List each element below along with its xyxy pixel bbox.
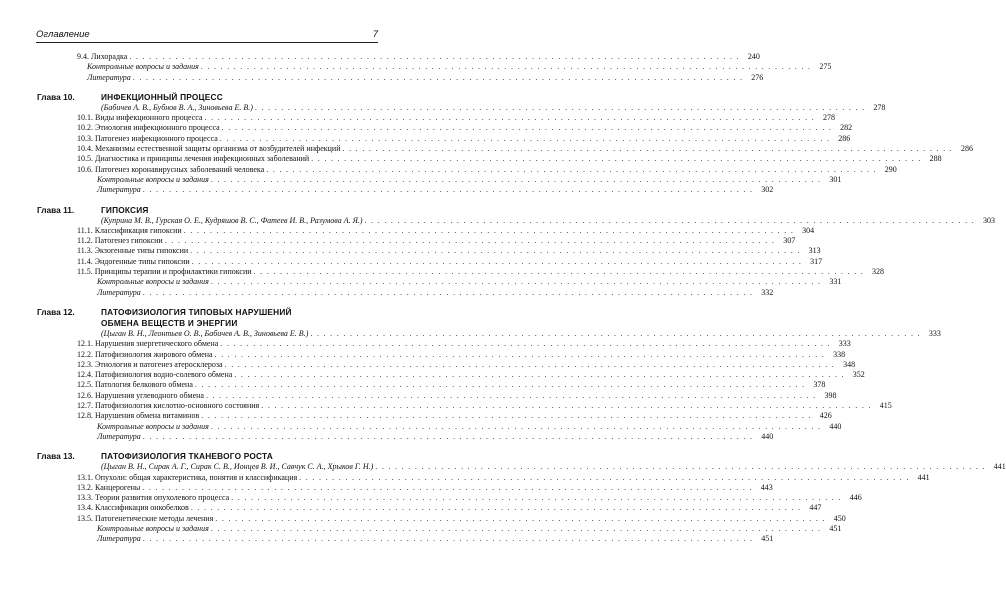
entry-text: Контрольные вопросы и задания — [87, 62, 199, 72]
authors-text: (Бабичев А. В., Бубнов В. А., Зиновьева Е. В.) — [101, 102, 253, 112]
entry-page: 313 — [808, 246, 821, 256]
entry-page: 307 — [783, 236, 796, 246]
entry-page: 450 — [833, 513, 846, 523]
entry-page: 446 — [849, 493, 862, 503]
chapter-title — [101, 307, 370, 329]
chapter-authors — [37, 215, 996, 226]
entry-text: 10.1. Виды инфекционного процесса — [77, 113, 203, 123]
chapter-authors — [37, 102, 886, 113]
entry-page: 276 — [751, 72, 764, 82]
entry-page: 447 — [809, 503, 822, 513]
entry-text: 12.7. Патофизиология кислотно-основного состояния — [77, 401, 260, 411]
authors-page: 333 — [928, 328, 941, 338]
entry-page: 348 — [843, 359, 856, 369]
dot-leader — [218, 339, 833, 349]
dot-leader — [363, 216, 978, 226]
dot-leader — [264, 165, 879, 175]
dot-leader — [141, 432, 756, 442]
chapter-heading — [37, 451, 370, 462]
entry-page: 415 — [879, 401, 892, 411]
dot-leader — [190, 257, 805, 267]
dot-leader — [141, 534, 756, 544]
dot-leader — [188, 246, 803, 256]
authors-text: (Куприна М. В., Гурская О. Е., Кудряшов В. С., Фатеев И. В., Разумова А. Я.) — [101, 215, 363, 225]
questions-entry — [37, 523, 842, 534]
running-header — [36, 28, 378, 43]
section-entry — [37, 349, 846, 360]
dot-leader — [182, 226, 797, 236]
dot-leader — [223, 360, 838, 370]
dot-leader — [252, 267, 867, 277]
dot-leader — [209, 422, 824, 432]
entry-page: 440 — [829, 421, 842, 431]
dot-leader — [213, 514, 828, 524]
dot-leader — [309, 154, 924, 164]
dot-leader — [308, 329, 923, 339]
section-entry — [37, 359, 856, 370]
entry-text: 10.2. Этиология инфекционного процесса — [77, 123, 220, 133]
entry-page: 302 — [761, 185, 774, 195]
entry-text: 11.2. Патогенез гипоксии — [77, 236, 163, 246]
entry-text: Литература — [97, 534, 141, 544]
entry-text: 11.1. Классификация гипоксии — [77, 225, 182, 235]
entry-text: 13.4. Классификация онкобелков — [77, 503, 189, 513]
dot-leader — [193, 380, 808, 390]
section-entry — [37, 503, 822, 513]
section-entry — [37, 164, 897, 175]
section-entry — [37, 133, 851, 144]
dot-leader — [259, 401, 874, 411]
entry-text: 12.6. Нарушения углеводного обмена — [77, 390, 204, 400]
section-entry — [37, 482, 773, 493]
entry-text: 10.6. Патогенез коронавирусных заболеваний человека — [77, 164, 265, 174]
dot-leader — [229, 493, 844, 503]
entry-page: 443 — [760, 482, 773, 492]
entry-page: 378 — [813, 380, 826, 390]
dot-leader — [213, 350, 828, 360]
dot-leader — [373, 462, 988, 472]
literature-entry — [37, 185, 774, 195]
entry-text: 10.5. Диагностика и принципы лечения инфекционных заболеваний — [77, 154, 310, 164]
entry-page: 333 — [838, 339, 851, 349]
section-entry — [37, 236, 796, 246]
section-entry — [37, 472, 930, 483]
entry-page: 240 — [747, 52, 760, 61]
entry-page: 332 — [761, 287, 774, 297]
entry-text: 11.4. Эндогенные типы гипоксии — [77, 256, 190, 266]
authors-page: 441 — [993, 462, 1006, 472]
dot-leader — [232, 370, 847, 380]
entry-page: 301 — [829, 174, 842, 184]
entry-text: 13.1. Опухоли: общая характеристика, понятия и классификация — [77, 472, 298, 482]
chapter-heading — [37, 307, 370, 329]
section-entry — [37, 370, 865, 380]
section-entry — [37, 144, 973, 154]
chapter-title-line: ОБМЕНА ВЕЩЕСТВ И ЭНЕРГИИ — [101, 317, 238, 328]
entry-page: 398 — [824, 390, 837, 400]
dot-leader — [209, 524, 824, 534]
section-entry — [37, 380, 826, 390]
chapter-title-line: ПАТОФИЗИОЛОГИЯ ТИПОВЫХ НАРУШЕНИЙ — [101, 306, 292, 317]
entry-text: 10.4. Механизмы естественной защиты организма от возбудителей инфекций — [77, 144, 341, 154]
section-entry — [37, 493, 862, 503]
entry-text: 13.5. Патогенетические методы лечения — [77, 513, 214, 523]
chapter-authors — [37, 462, 1006, 472]
entry-text: 13.3. Теории развития опухолевого процесса — [77, 493, 230, 503]
dot-leader — [218, 134, 833, 144]
chapter-label: Глава 13. — [37, 451, 75, 462]
section-entry — [37, 225, 815, 236]
entry-text: Контрольные вопросы и задания — [97, 421, 209, 431]
dot-leader — [199, 411, 814, 421]
section-entry — [37, 256, 823, 267]
chapter-gap — [37, 442, 370, 451]
dot-leader — [141, 288, 756, 298]
entry-text: 13.2. Канцерогены — [77, 482, 141, 492]
header-page-number: 7 — [372, 29, 378, 40]
dot-leader — [253, 103, 868, 113]
questions-entry — [37, 421, 842, 432]
entry-page: 282 — [840, 123, 853, 133]
chapter-label: Глава 11. — [37, 204, 75, 215]
chapter-title-line: ГИПОКСИЯ — [101, 204, 149, 215]
chapter-title — [101, 92, 370, 103]
entry-page: 338 — [833, 349, 846, 359]
literature-entry — [37, 431, 774, 442]
entry-text: 9.4. Лихорадка — [77, 52, 128, 61]
dot-leader — [199, 62, 814, 72]
entry-text: 10.3. Патогенез инфекционного процесса — [77, 133, 218, 143]
chapter-gap — [37, 196, 370, 205]
entry-page: 275 — [819, 62, 832, 72]
entry-text: Контрольные вопросы и задания — [97, 523, 209, 533]
entry-page: 317 — [810, 256, 823, 266]
dot-leader — [340, 144, 955, 154]
chapter-heading — [37, 205, 370, 216]
dot-leader — [131, 73, 746, 83]
entry-page: 288 — [929, 154, 942, 164]
dot-leader — [204, 391, 819, 401]
toc-entry — [37, 72, 764, 83]
section-entry — [37, 154, 942, 164]
chapter-title — [101, 451, 370, 462]
authors-text: (Цыган В. Н., Сирак А. Г., Сирак С. В., Ионцев В. И., Савчук С. А., Хрыков Г. Н.) — [101, 462, 374, 472]
header-title: Оглавление — [36, 29, 90, 40]
entry-text: Контрольные вопросы и задания — [97, 174, 209, 184]
dot-leader — [209, 277, 824, 287]
entry-text: Литература — [97, 431, 141, 441]
dot-leader — [297, 473, 912, 483]
dot-leader — [209, 175, 824, 185]
dot-leader — [203, 113, 818, 123]
chapter-gap — [37, 83, 370, 92]
dot-leader — [127, 52, 742, 62]
questions-entry — [37, 277, 842, 287]
authors-text: (Цыган В. Н., Леонтьев О. В., Бабичев А. В., Зиновьева Е. В.) — [101, 328, 309, 338]
chapter-label: Глава 10. — [37, 91, 75, 102]
dot-leader — [220, 123, 835, 133]
entry-text: 12.5. Патология белкового обмена — [77, 380, 193, 390]
entry-page: 331 — [829, 277, 842, 287]
entry-page: 451 — [761, 534, 774, 544]
chapter-gap — [37, 298, 370, 307]
authors-page: 278 — [873, 102, 886, 112]
entry-page: 451 — [829, 523, 842, 533]
entry-page: 286 — [838, 133, 851, 143]
entry-page: 441 — [917, 472, 930, 482]
section-entry — [37, 339, 851, 349]
chapter-title — [101, 205, 370, 216]
entry-page: 328 — [872, 267, 885, 277]
dot-leader — [140, 483, 755, 493]
section-entry — [37, 390, 837, 401]
entry-page: 440 — [761, 431, 774, 441]
chapter-heading — [37, 92, 370, 103]
dot-leader — [141, 185, 756, 195]
entry-text: 11.3. Экзогенные типы гипоксии — [77, 246, 189, 256]
section-entry — [37, 246, 821, 256]
chapter-authors — [37, 328, 941, 339]
toc-entry — [37, 62, 832, 72]
authors-page: 303 — [983, 215, 996, 225]
toc-entry — [37, 52, 760, 62]
entry-text: Литература — [87, 72, 131, 82]
entry-page: 290 — [884, 164, 897, 174]
literature-entry — [37, 287, 774, 298]
entry-text: 12.1. Нарушения энергетического обмена — [77, 339, 219, 349]
literature-entry — [37, 534, 774, 544]
section-entry — [37, 411, 832, 421]
entry-page: 304 — [802, 225, 815, 235]
section-entry — [37, 513, 846, 524]
table-of-contents — [37, 52, 1006, 545]
entry-text: 12.8. Нарушения обмена витаминов — [77, 411, 200, 421]
entry-text: 12.3. Этиология и патогенез атеросклероза — [77, 359, 223, 369]
questions-entry — [37, 174, 842, 185]
chapter-label: Глава 12. — [37, 306, 75, 317]
entry-page: 278 — [823, 113, 836, 123]
entry-text: Литература — [97, 185, 141, 195]
dot-leader — [189, 503, 804, 513]
entry-text: Литература — [97, 287, 141, 297]
section-entry — [37, 401, 892, 411]
entry-text: Контрольные вопросы и задания — [97, 277, 209, 287]
dot-leader — [163, 236, 778, 246]
section-entry — [37, 113, 836, 123]
entry-page: 426 — [819, 411, 832, 421]
entry-text: 12.2. Патофизиология жирового обмена — [77, 349, 213, 359]
chapter-title-line: ПАТОФИЗИОЛОГИЯ ТКАНЕВОГО РОСТА — [101, 451, 273, 462]
section-entry — [37, 123, 853, 133]
entry-text: 12.4. Патофизиология водно-солевого обмена — [77, 370, 233, 380]
entry-page: 286 — [960, 144, 973, 154]
entry-page: 352 — [852, 370, 865, 380]
section-entry — [37, 267, 885, 277]
chapter-title-line: ИНФЕКЦИОННЫЙ ПРОЦЕСС — [101, 91, 223, 102]
entry-text: 11.5. Принципы терапии и профилактики гипоксии — [77, 267, 252, 277]
